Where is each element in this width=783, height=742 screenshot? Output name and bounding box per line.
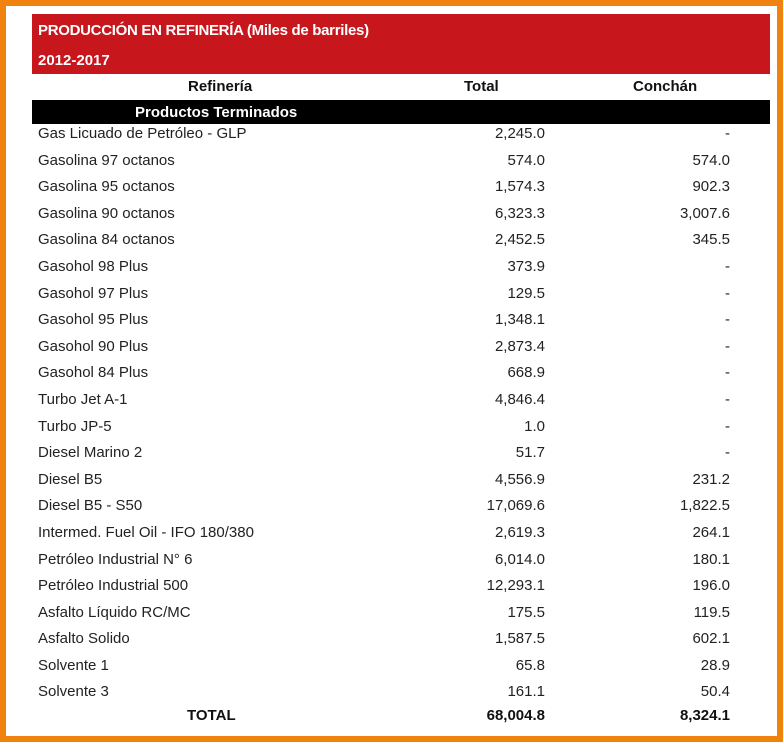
section-title: Productos Terminados: [135, 104, 298, 121]
table-row: [0, 493, 783, 520]
table-period: 2012-2017: [38, 52, 110, 69]
table-row: [0, 281, 783, 308]
row-conchan: 231.2: [692, 470, 730, 488]
table-row: [0, 307, 783, 334]
column-header-total: Total: [464, 78, 499, 95]
row-conchan: 28.9: [700, 656, 730, 674]
row-conchan: -: [725, 364, 730, 382]
table-row: [0, 334, 783, 361]
row-conchan: -: [725, 337, 730, 355]
table-row: [0, 467, 783, 494]
table-row: [0, 360, 783, 387]
row-total: 17,069.6: [486, 497, 545, 515]
table-row: [0, 227, 783, 254]
row-total: 175.5: [507, 603, 545, 621]
row-total: 6,323.3: [494, 204, 545, 222]
row-name: Diesel B5 - S50: [38, 497, 143, 515]
column-header-refineria: Refinería: [188, 78, 253, 95]
row-total: 1,348.1: [494, 311, 545, 329]
table-row: [0, 679, 783, 706]
row-conchan: 345.5: [692, 231, 730, 249]
row-total: 51.7: [515, 444, 545, 462]
table-row: [0, 254, 783, 281]
row-conchan: -: [725, 257, 730, 275]
row-name: Gasolina 84 octanos: [38, 231, 175, 249]
table-row: [0, 148, 783, 175]
row-conchan: 574.0: [692, 151, 730, 169]
table-row: [0, 201, 783, 228]
table-total-row: [0, 705, 783, 727]
row-total: 12,293.1: [486, 577, 545, 595]
table-row: [0, 547, 783, 574]
row-name: Intermed. Fuel Oil - IFO 180/380: [38, 523, 254, 541]
row-total: 2,873.4: [494, 337, 545, 355]
row-name: Gasohol 95 Plus: [38, 311, 149, 329]
row-name: Asfalto Solido: [38, 630, 130, 648]
row-name: Diesel B5: [38, 470, 103, 488]
row-name: Gasolina 90 octanos: [38, 204, 175, 222]
row-conchan: -: [725, 390, 730, 408]
row-name: Gasohol 90 Plus: [38, 337, 149, 355]
row-total: 574.0: [507, 151, 545, 169]
row-conchan: 196.0: [692, 577, 730, 595]
row-conchan: 180.1: [692, 550, 730, 568]
row-conchan: -: [725, 125, 730, 142]
row-name: Gasolina 97 octanos: [38, 151, 175, 169]
row-name: Turbo JP-5: [38, 417, 112, 435]
row-total: 129.5: [507, 284, 545, 302]
row-total: 1,587.5: [494, 630, 545, 648]
total-value: 68,004.8: [486, 707, 545, 724]
row-conchan: 50.4: [700, 683, 730, 701]
row-total: 65.8: [515, 656, 545, 674]
row-total: 6,014.0: [494, 550, 545, 568]
table-row: [0, 626, 783, 653]
table-row: [0, 653, 783, 680]
table-row: [0, 414, 783, 441]
row-total: 2,452.5: [494, 231, 545, 249]
row-conchan: 602.1: [692, 630, 730, 648]
row-name: Petróleo Industrial 500: [38, 577, 189, 595]
row-name: Solvente 1: [38, 656, 109, 674]
table-row: [0, 387, 783, 414]
row-conchan: -: [725, 284, 730, 302]
row-name: Gas Licuado de Petróleo - GLP: [38, 125, 247, 142]
table-title: PRODUCCIÓN EN REFINERÍA (Miles de barriles): [38, 22, 369, 39]
row-name: Gasohol 98 Plus: [38, 257, 149, 275]
row-total: 2,245.0: [494, 125, 545, 142]
row-total: 373.9: [507, 257, 545, 275]
row-total: 1,574.3: [494, 178, 545, 196]
row-conchan: -: [725, 444, 730, 462]
row-name: Gasohol 84 Plus: [38, 364, 149, 382]
row-name: Petróleo Industrial N° 6: [38, 550, 193, 568]
row-conchan: -: [725, 417, 730, 435]
row-name: Gasohol 97 Plus: [38, 284, 149, 302]
table-row: [0, 121, 783, 148]
row-name: Gasolina 95 octanos: [38, 178, 175, 196]
row-name: Diesel Marino 2: [38, 444, 143, 462]
total-conchan-value: 8,324.1: [679, 707, 730, 724]
row-name: Solvente 3: [38, 683, 109, 701]
total-label: TOTAL: [187, 707, 236, 724]
row-total: 668.9: [507, 364, 545, 382]
table-row: [0, 440, 783, 467]
row-total: 161.1: [507, 683, 545, 701]
table-row: [0, 600, 783, 627]
table-row: [0, 520, 783, 547]
row-conchan: 1,822.5: [679, 497, 730, 515]
row-conchan: -: [725, 311, 730, 329]
row-total: 4,846.4: [494, 390, 545, 408]
row-name: Turbo Jet A-1: [38, 390, 128, 408]
row-conchan: 264.1: [692, 523, 730, 541]
table-row: [0, 573, 783, 600]
row-total: 2,619.3: [494, 523, 545, 541]
table-row: [0, 174, 783, 201]
row-conchan: 902.3: [692, 178, 730, 196]
column-header-conchan: Conchán: [633, 78, 698, 95]
row-total: 4,556.9: [494, 470, 545, 488]
row-total: 1.0: [524, 417, 545, 435]
row-name: Asfalto Líquido RC/MC: [38, 603, 191, 621]
row-conchan: 3,007.6: [679, 204, 730, 222]
table-title-bar: [32, 14, 770, 74]
row-conchan: 119.5: [693, 603, 730, 621]
table-body: [0, 121, 783, 706]
